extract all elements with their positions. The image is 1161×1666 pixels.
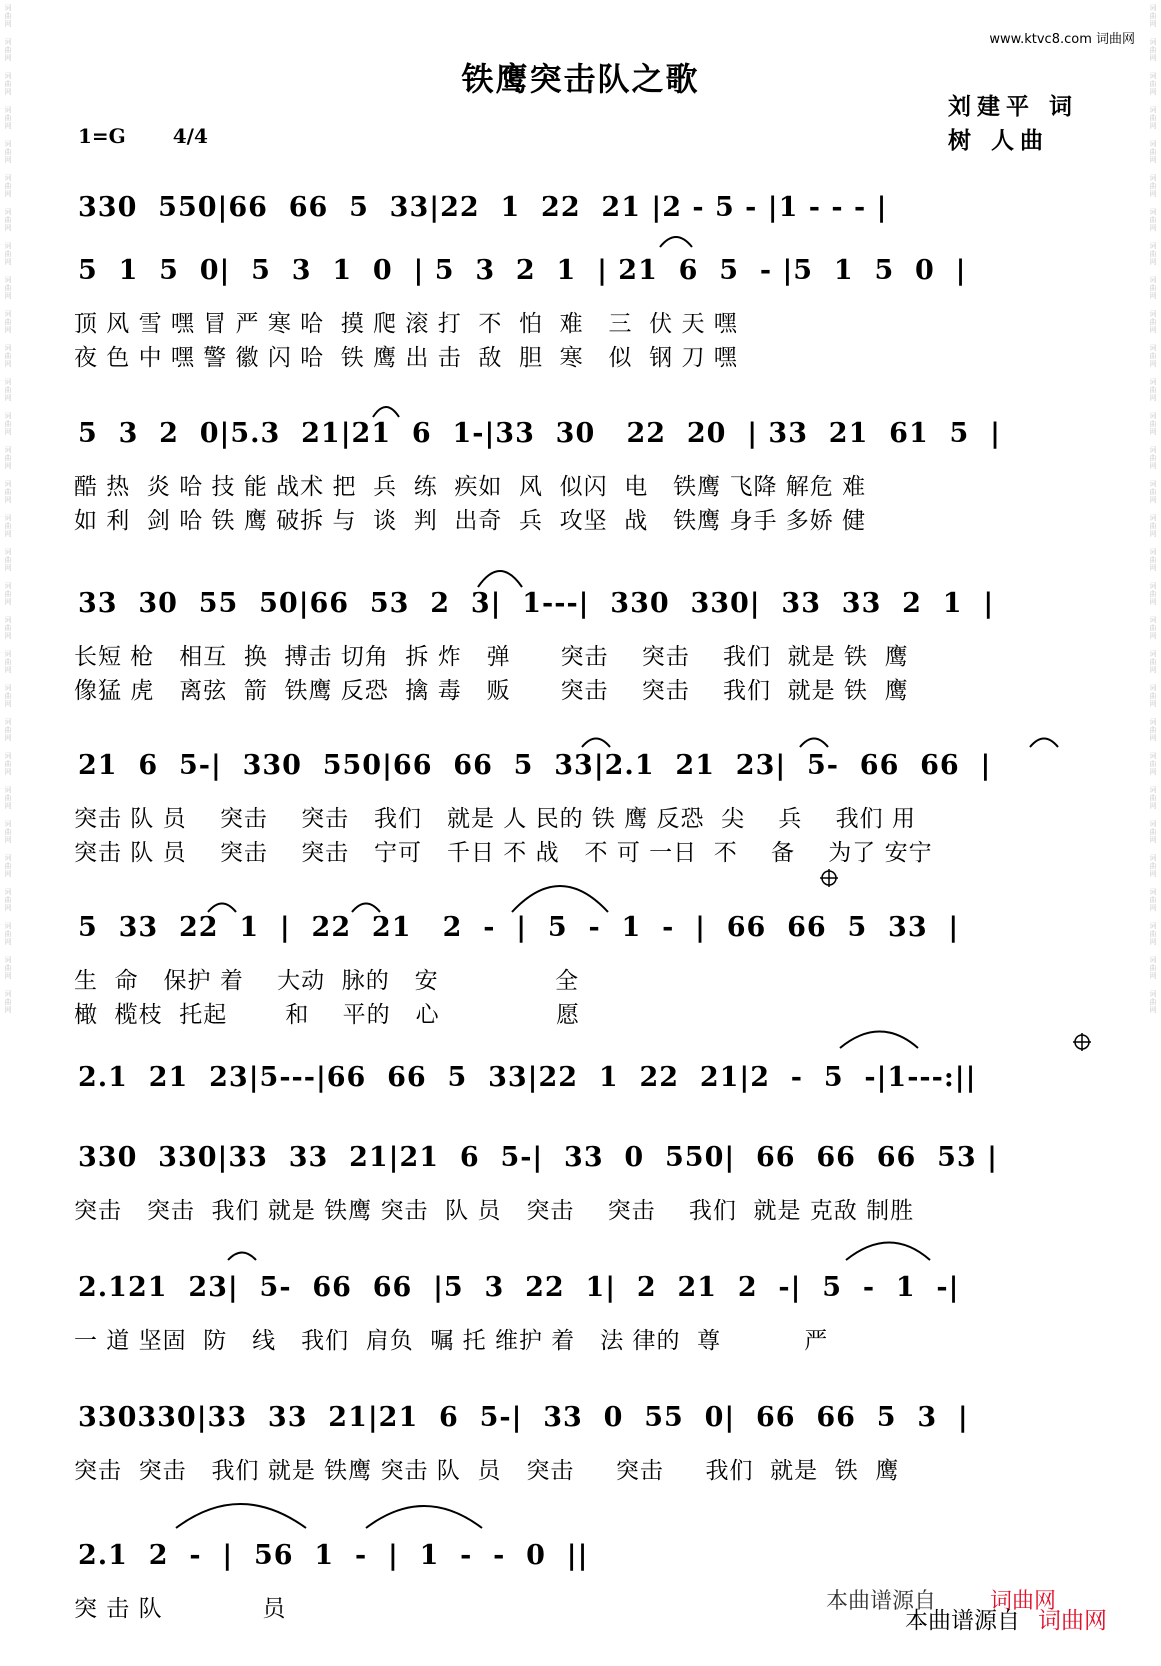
watermark-text: 词曲网 xyxy=(4,4,12,28)
watermark-text: 词曲网 xyxy=(1149,344,1157,368)
watermark-text: 词曲网 xyxy=(4,344,12,368)
watermark-text: 词曲网 xyxy=(4,684,12,708)
notation-line: 2.121 23| 5- 66 66 |5 3 22 1| 2 21 2 -| 5 - 1 -| xyxy=(78,1272,960,1303)
footer-source xyxy=(905,1602,1107,1635)
watermark-text: 词曲网 xyxy=(1149,548,1157,572)
watermark-text: 词曲网 xyxy=(1149,854,1157,878)
watermark-text: 词曲网 xyxy=(4,412,12,436)
watermark-text: 词曲网 xyxy=(4,752,12,776)
notation-line: 2.1 21 23|5---|66 66 5 33|22 1 22 21|2 - 5 -|1---:|| xyxy=(78,1062,977,1093)
lyric-line: 突 击 队 员 xyxy=(74,1596,287,1622)
slur-mark xyxy=(582,739,610,748)
watermark-text: 词曲网 xyxy=(1149,140,1157,164)
watermark-text: 词曲网 xyxy=(1149,276,1157,300)
lyric-line: 突击 队 员 突击 突击 宁可 千日 不 战 不 可 一日 不 备 为了 安宁 xyxy=(74,840,933,866)
lyric-line: 突击 突击 我们 就是 铁鹰 突击 队 员 突击 突击 我们 就是 克敌 制胜 xyxy=(74,1198,915,1224)
footer-ghost: 本曲谱源自 词曲网 xyxy=(826,1589,1057,1614)
watermark-text: 词曲网 xyxy=(4,310,12,334)
slur-mark xyxy=(373,407,399,417)
lyric-line: 夜 色 中 嘿 警 徽 闪 哈 铁 鹰 出 击 敌 胆 寒 似 钢 刀 嘿 xyxy=(74,345,738,371)
watermark-text: 词曲网 xyxy=(1149,888,1157,912)
notation-line: 330 550|66 66 5 33|22 1 22 21 |2 - 5 - |1 - - - | xyxy=(78,192,888,223)
watermark-text: 词曲网 xyxy=(1149,990,1157,1014)
watermark-text: 词曲网 xyxy=(1149,956,1157,980)
watermark-text: 词曲网 xyxy=(1149,718,1157,742)
watermark-text: 词曲网 xyxy=(1149,106,1157,130)
watermark-text: 词曲网 xyxy=(4,140,12,164)
lyric-line: 像猛 虎 离弦 箭 铁鹰 反恐 擒 毒 贩 突击 突击 我们 就是 铁 鹰 xyxy=(74,678,909,704)
watermark-text: 词曲网 xyxy=(4,990,12,1014)
slur-mark xyxy=(208,904,236,913)
lyric-line: 橄 榄枝 托起 和 平的 心 愿 xyxy=(74,1002,580,1028)
watermark-text: 词曲网 xyxy=(4,820,12,844)
watermark-text: 词曲网 xyxy=(4,888,12,912)
slur-mark xyxy=(660,237,692,247)
slur-mark xyxy=(840,1032,918,1049)
watermark-text: 词曲网 xyxy=(1149,378,1157,402)
watermark-text: 词曲网 xyxy=(4,922,12,946)
slur-mark xyxy=(1030,739,1058,748)
watermark-text: 词曲网 xyxy=(4,854,12,878)
coda-icon xyxy=(1073,1033,1091,1051)
time-signature: 4/4 xyxy=(172,124,208,148)
watermark-text: 词曲网 xyxy=(4,548,12,572)
watermark-text: 词曲网 xyxy=(1149,752,1157,776)
slur-mark xyxy=(176,1504,306,1528)
notation-line: 5 33 22 1 | 22 21 2 - | 5 - 1 - | 66 66 5 33 | xyxy=(78,912,960,943)
slur-mark xyxy=(846,1243,930,1261)
page-title: 铁鹰突击队之歌 xyxy=(461,60,700,98)
watermark-text: 词曲网 xyxy=(1149,38,1157,62)
notation-line: 33 30 55 50|66 53 2 3| 1---| 330 330| 33 33 2 1 | xyxy=(78,588,995,619)
watermark-text: 词曲网 xyxy=(4,480,12,504)
slur-mark xyxy=(478,571,522,587)
watermark-text: 词曲网 xyxy=(1149,174,1157,198)
watermark-text: 词曲网 xyxy=(1149,820,1157,844)
watermark-text: 词曲网 xyxy=(1149,650,1157,674)
watermark-text: 词曲网 xyxy=(1149,480,1157,504)
lyricist-credit: 刘建平 词 xyxy=(948,94,1079,120)
coda-icon xyxy=(820,869,838,887)
watermark-text: 词曲网 xyxy=(4,786,12,810)
slur-mark xyxy=(352,904,380,913)
watermark-text: 词曲网 xyxy=(4,174,12,198)
watermark-text: 词曲网 xyxy=(1149,310,1157,334)
watermark-text: 词曲网 xyxy=(4,242,12,266)
notation-line: 5 3 2 0|5.3 21|21 6 1-|33 30 22 20 | 33 21 61 5 | xyxy=(78,418,1001,449)
watermark-text: 词曲网 xyxy=(1149,684,1157,708)
key-label: 1=G xyxy=(78,124,126,148)
slur-mark xyxy=(366,1506,482,1528)
slur-mark xyxy=(228,1253,256,1261)
lyric-line: 生 命 保护 着 大动 脉的 安 全 xyxy=(74,968,580,994)
notation-line: 330330|33 33 21|21 6 5-| 33 0 55 0| 66 66 5 3 | xyxy=(78,1402,969,1433)
notation-line: 5 1 5 0| 5 3 1 0 | 5 3 2 1 | 21 6 5 - |5 1 5 0 | xyxy=(78,255,967,286)
notation-line: 330 330|33 33 21|21 6 5-| 33 0 550| 66 66 66 53 | xyxy=(78,1142,998,1173)
lyric-line: 突击 突击 我们 就是 铁鹰 突击 队 员 突击 突击 我们 就是 铁 鹰 xyxy=(74,1458,900,1484)
notation-line: 21 6 5-| 330 550|66 66 5 33|2.1 21 23| 5- 66 66 | xyxy=(78,750,992,781)
footer-source-text: 本曲谱源自 xyxy=(905,1608,1020,1634)
watermark-text: 词曲网 xyxy=(4,616,12,640)
watermark-text: 词曲网 xyxy=(4,718,12,742)
watermark-text: 词曲网 xyxy=(1149,616,1157,640)
slur-mark xyxy=(512,886,608,912)
watermark-text: 词曲网 xyxy=(4,650,12,674)
footer-brand-link[interactable]: 词曲网 xyxy=(1038,1608,1107,1634)
lyric-line: 如 利 剑 哈 铁 鹰 破拆 与 谈 判 出奇 兵 攻坚 战 铁鹰 身手 多娇 健 xyxy=(74,508,867,534)
watermark-text: 词曲网 xyxy=(1149,582,1157,606)
watermark-text: 词曲网 xyxy=(1149,242,1157,266)
watermark-text: 词曲网 xyxy=(1149,922,1157,946)
watermark-text: 词曲网 xyxy=(4,72,12,96)
watermark-text: 词曲网 xyxy=(4,582,12,606)
watermark-text: 词曲网 xyxy=(1149,72,1157,96)
watermark-text: 词曲网 xyxy=(4,208,12,232)
composer-credit: 树 人曲 xyxy=(948,128,1050,154)
watermark-text: 词曲网 xyxy=(4,276,12,300)
watermark-text: 词曲网 xyxy=(1149,446,1157,470)
watermark-text: 词曲网 xyxy=(1149,786,1157,810)
watermark-text: 词曲网 xyxy=(4,106,12,130)
site-label[interactable]: www.ktvc8.com 词曲网 xyxy=(989,32,1135,47)
slur-mark xyxy=(800,739,828,748)
lyric-line: 一 道 坚固 防 线 我们 肩负 嘱 托 维护 着 法 律的 尊 严 xyxy=(74,1328,829,1354)
lyric-line: 长短 枪 相互 换 搏击 切角 拆 炸 弹 突击 突击 我们 就是 铁 鹰 xyxy=(74,644,909,670)
lyric-line: 顶 风 雪 嘿 冒 严 寒 哈 摸 爬 滚 打 不 怕 难 三 伏 天 嘿 xyxy=(74,311,738,337)
watermark-text: 词曲网 xyxy=(4,514,12,538)
watermark-text: 词曲网 xyxy=(4,446,12,470)
watermark-text: 词曲网 xyxy=(1149,412,1157,436)
watermark-text: 词曲网 xyxy=(4,38,12,62)
watermark-text: 词曲网 xyxy=(4,956,12,980)
lyric-line: 突击 队 员 突击 突击 我们 就是 人 民的 铁 鹰 反恐 尖 兵 我们 用 xyxy=(74,806,916,832)
notation-line: 2.1 2 - | 56 1 - | 1 - - 0 || xyxy=(78,1540,589,1571)
watermark-text: 词曲网 xyxy=(1149,4,1157,28)
watermark-text: 词曲网 xyxy=(1149,208,1157,232)
watermark-text: 词曲网 xyxy=(1149,514,1157,538)
watermark-text: 词曲网 xyxy=(4,378,12,402)
lyric-line: 酷 热 炎 哈 技 能 战术 把 兵 练 疾如 风 似闪 电 铁鹰 飞降 解危 难 xyxy=(74,474,867,500)
